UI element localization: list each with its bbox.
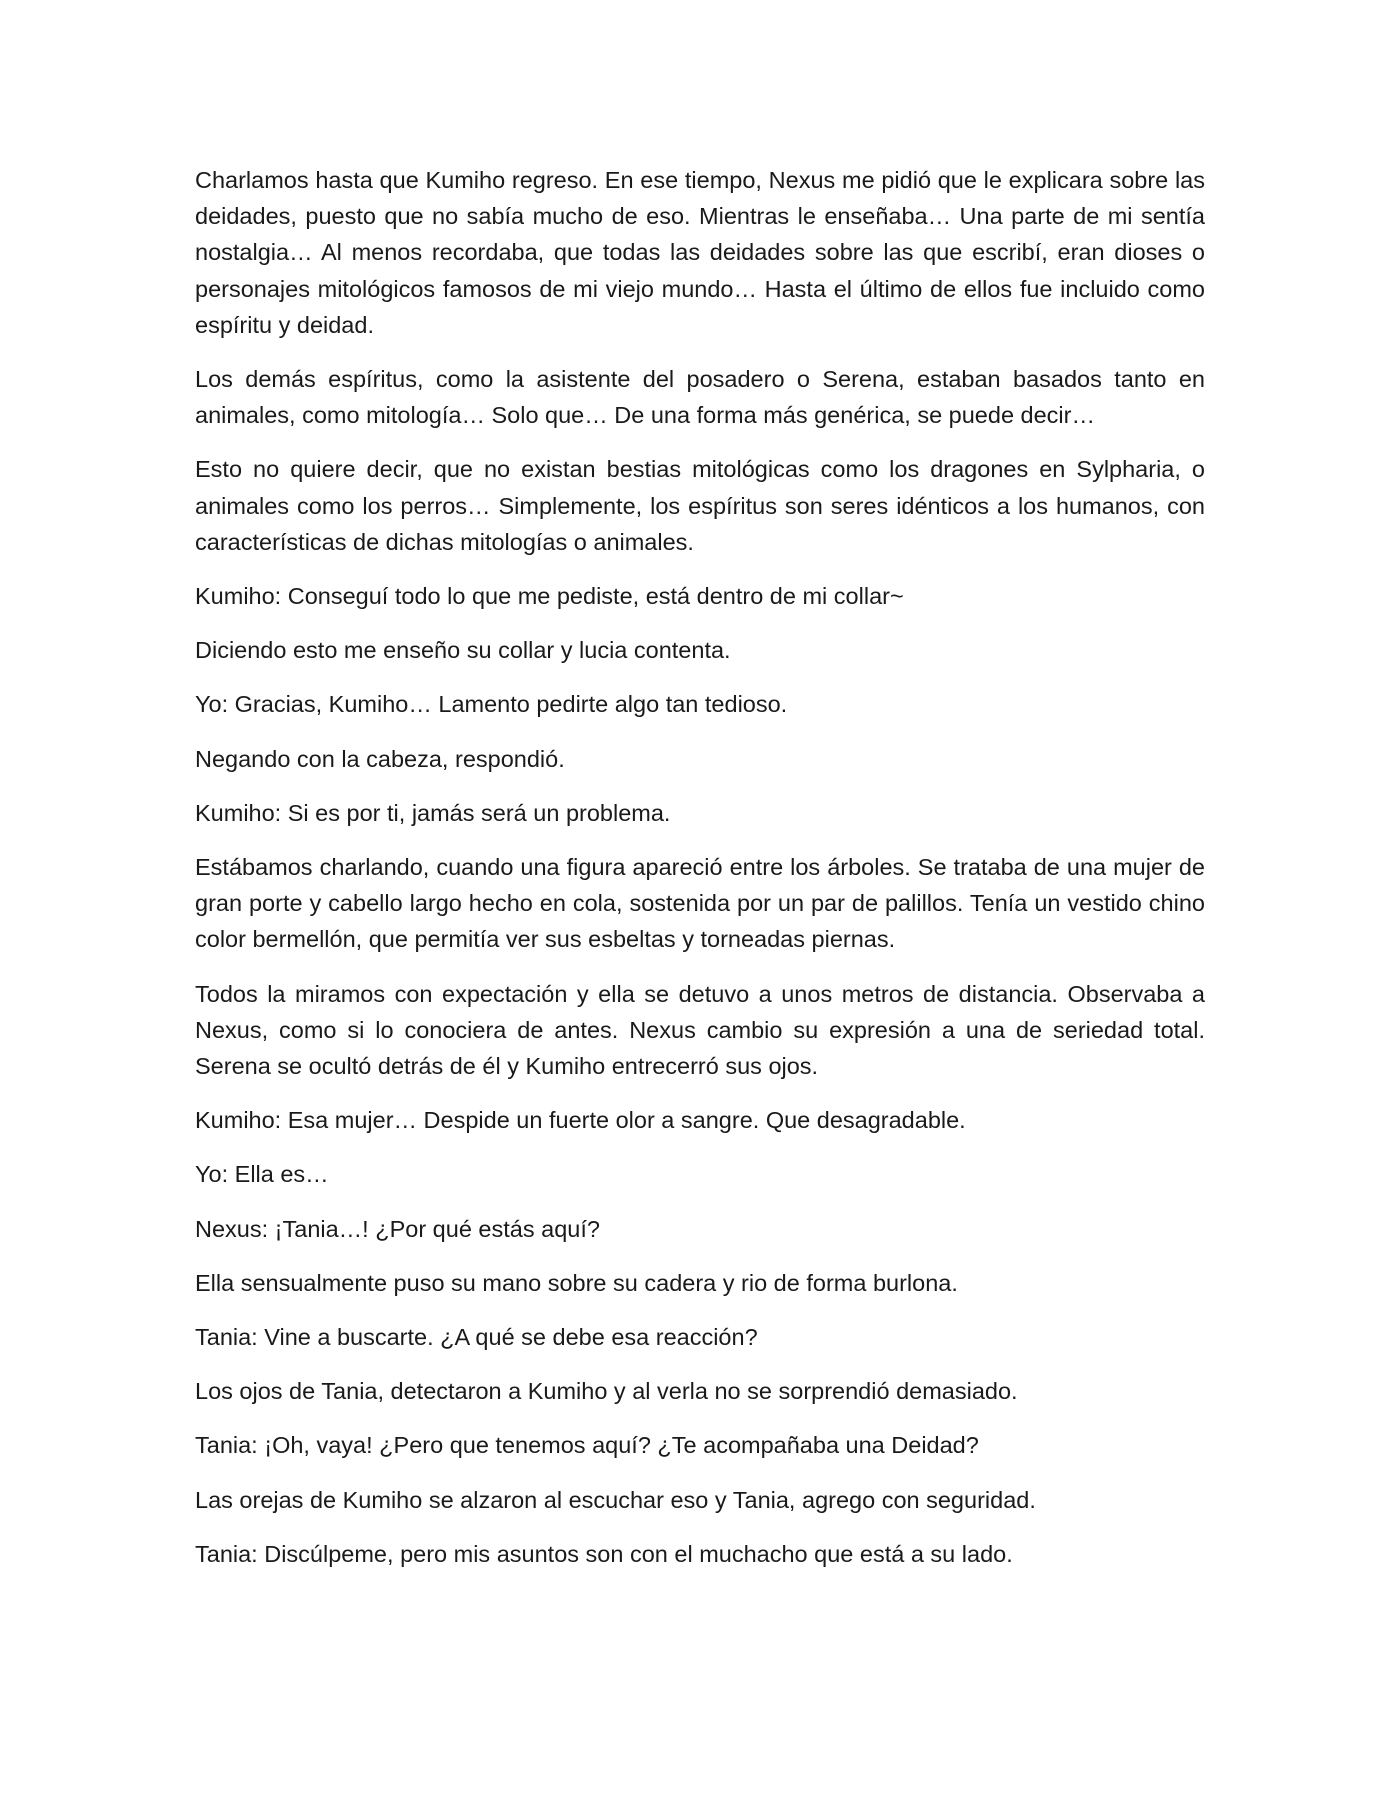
dialogue-line: Tania: Vine a buscarte. ¿A qué se debe esa reacción? [195,1324,758,1351]
paragraph: Las orejas de Kumiho se alzaron al escuchar eso y Tania, agrego con seguridad. [195,1486,1036,1513]
dialogue-line: Tania: ¡Oh, vaya! ¿Pero que tenemos aquí? ¿Te acompañaba una Deidad? [195,1432,979,1459]
dialogue-line: Kumiho: Si es por ti, jamás será un problema. [195,799,671,826]
dialogue-line: Yo: Gracias, Kumiho… Lamento pedirte algo tan tedioso. [195,691,788,718]
paragraph: Esto no quiere decir, que no existan bestias mitológicas como los dragones en Sylpharia, o animales como los perros… Simplemente, los espíritus son seres idénticos a los humanos, con características de dichas mitologías o animales. [195,456,1205,555]
dialogue-line: Kumiho: Conseguí todo lo que me pediste, está dentro de mi collar~ [195,583,904,610]
dialogue-line: Nexus: ¡Tania…! ¿Por qué estás aquí? [195,1215,600,1242]
paragraph: Los demás espíritus, como la asistente del posadero o Serena, estaban basados tanto en animales, como mitología… Solo que… De una forma más genérica, se puede decir… [195,366,1205,429]
paragraph: Ella sensualmente puso su mano sobre su cadera y rio de forma burlona. [195,1269,958,1296]
dialogue-line: Kumiho: Esa mujer… Despide un fuerte olor a sangre. Que desagradable. [195,1107,966,1134]
paragraph: Estábamos charlando, cuando una figura apareció entre los árboles. Se trataba de una mujer de gran porte y cabello largo hecho en cola, sostenida por un par de palillos. Tenía un vestido chino color bermellón, que permitía ver sus esbeltas y torneadas piernas. [195,854,1205,953]
dialogue-line: Yo: Ella es… [195,1161,329,1188]
paragraph: Negando con la cabeza, respondió. [195,745,565,772]
document-page [195,162,1205,1590]
paragraph: Todos la miramos con expectación y ella se detuvo a unos metros de distancia. Observaba a Nexus, como si lo conociera de antes. Nexus cambio su expresión a una de seriedad total. Serena se ocultó detrás de él y Kumiho entrecerró sus ojos. [195,980,1205,1080]
paragraph: Los ojos de Tania, detectaron a Kumiho y al verla no se sorprendió demasiado. [195,1378,1018,1405]
paragraph: Diciendo esto me enseño su collar y lucia contenta. [195,637,731,664]
paragraph: Charlamos hasta que Kumiho regreso. En ese tiempo, Nexus me pidió que le explicara sobre las deidades, puesto que no sabía mucho de eso. Mientras le enseñaba… Una parte de mi sentía nostalgia… Al menos recordaba, que todas las deidades sobre las que escribí, eran dioses o personajes mitológicos famosos de mi viejo mundo… Hasta el último de ellos fue incluido como espíritu y deidad. [195,167,1205,338]
dialogue-line: Tania: Discúlpeme, pero mis asuntos son con el muchacho que está a su lado. [195,1540,1013,1567]
